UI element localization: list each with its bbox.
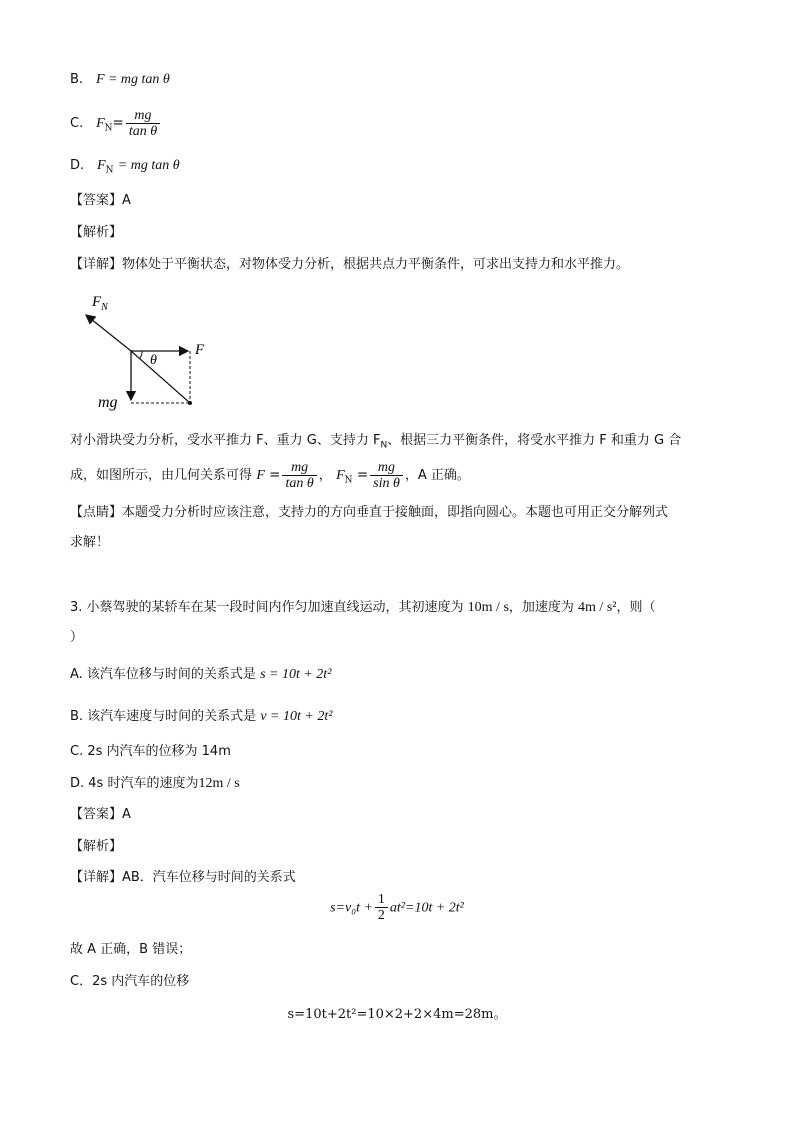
detail-2: 【详解】AB．汽车位移与时间的关系式 xyxy=(70,870,296,885)
para1-frac1-num: mg xyxy=(282,460,316,476)
q3-option-c: C. 2s 内汽车的位移为 14m xyxy=(70,744,231,759)
para1-eq: = xyxy=(269,467,281,483)
analysis-2: 【解析】 xyxy=(70,839,123,854)
q3-option-b-formula: v = 10t + 2t² xyxy=(260,709,333,724)
option-c xyxy=(70,108,162,139)
option-c-den: tan θ xyxy=(128,124,158,139)
mg-label: mg xyxy=(98,394,118,411)
fn-label-sub: N xyxy=(101,302,108,313)
q3-option-b xyxy=(70,708,332,726)
theta-label: θ xyxy=(150,353,157,368)
option-d-sub: N xyxy=(105,165,114,176)
equation-1-fraction xyxy=(375,892,388,923)
option-c-lhs: F xyxy=(96,116,105,131)
fn-label xyxy=(91,294,109,313)
q3-v0: 10m / s xyxy=(467,600,509,615)
tip-1-line2: 求解！ xyxy=(70,535,110,550)
fn-label-main: F xyxy=(92,294,102,310)
option-b-label: B. xyxy=(70,72,84,87)
para1-line2-b: ，A 正确。 xyxy=(404,468,470,483)
option-c-eq: = xyxy=(112,115,124,131)
vertex-dot xyxy=(188,401,192,405)
q3-line1 xyxy=(70,599,656,617)
para1-frac2-num: mg xyxy=(370,460,403,476)
q3-option-a-text: A. 该汽车位移与时间的关系式是 xyxy=(70,667,256,682)
para1-frac1-den: tan θ xyxy=(285,476,314,491)
q3-a: 4m / s² xyxy=(578,600,617,615)
equation-1 xyxy=(0,892,794,923)
answer-1: 【答案】A xyxy=(70,193,131,208)
option-c-num: mg xyxy=(126,108,160,124)
force-diagram xyxy=(80,286,240,416)
para1-comma: ， xyxy=(318,468,332,483)
para1-frac2-den: sin θ xyxy=(373,476,400,491)
part-c: C．2s 内汽车的位移 xyxy=(70,974,190,989)
para1-sub-n: N xyxy=(380,440,388,451)
resultant-line xyxy=(131,351,190,403)
para1-f: F xyxy=(256,468,265,483)
f-label: F xyxy=(195,342,205,358)
para1-line2-a: 成，如图所示，由几何关系可得 xyxy=(70,468,253,483)
para1-frac1 xyxy=(282,460,316,491)
option-d-rhs: = mg tan θ xyxy=(117,158,180,173)
answer-2: 【答案】A xyxy=(70,807,131,822)
option-d xyxy=(70,156,180,180)
equation-1-num: 1 xyxy=(375,892,388,908)
option-c-label: C. xyxy=(70,116,84,131)
conclusion: 故 A 正确，B 错误； xyxy=(70,942,192,957)
option-c-sub: N xyxy=(104,123,113,134)
detail-1: 【详解】物体处于平衡状态，对物体受力分析，根据共点力平衡条件，可求出支持力和水平推力。 xyxy=(70,257,630,272)
option-b-formula: F = mg tan θ xyxy=(95,72,170,87)
analysis-1: 【解析】 xyxy=(70,225,123,240)
q3-line1-a: 3. 小蔡驾驶的某轿车在某一段时间内作匀加速直线运动，其初速度为 xyxy=(70,600,468,615)
q3-option-b-text: B. 该汽车速度与时间的关系式是 xyxy=(70,709,257,724)
equation-1-rhs: at²=10t + 2t² xyxy=(389,900,464,916)
option-d-lhs: F xyxy=(97,158,106,173)
equation-2: s=10t+2t²=10×2+2×4m=28m。 xyxy=(287,1007,507,1022)
equation-1-den: 2 xyxy=(377,908,385,923)
angle-arc xyxy=(140,351,142,358)
normal-force-arrow xyxy=(86,315,131,351)
para1-text-b: 、根据三力平衡条件，将受水平推力 F 和重力 G 合 xyxy=(387,433,682,448)
q3-option-a-formula: s = 10t + 2t² xyxy=(260,667,332,682)
para1-line1 xyxy=(70,432,681,455)
q3-option-a xyxy=(70,666,331,684)
q3-option-d-value: 12m / s xyxy=(198,776,240,791)
equation-1-lhs: s=v₀t + xyxy=(330,900,373,916)
q3-option-d xyxy=(70,775,240,793)
option-b xyxy=(70,70,170,89)
q3-line1-b: ，加速度为 xyxy=(508,600,579,615)
q3-line1-c: ，则（ xyxy=(616,600,656,615)
option-c-fraction xyxy=(126,108,160,139)
q3-line2: ） xyxy=(70,630,84,645)
para1-fn-sub: N xyxy=(344,475,353,486)
tip-1-line1: 【点睛】本题受力分析时应该注意，支持力的方向垂直于接触面，即指向圆心。本题也可用正交分解列式 xyxy=(70,505,669,520)
para1-frac2 xyxy=(370,460,403,491)
para1-text-a: 对小滑块受力分析，受水平推力 F、重力 G、支持力 F xyxy=(70,433,381,448)
para1-fn: F xyxy=(336,468,345,483)
q3-option-d-text: D. 4s 时汽车的速度为 xyxy=(70,776,199,791)
para1-eq-2: = xyxy=(356,467,369,483)
para1-line2 xyxy=(70,460,470,491)
option-d-label: D. xyxy=(70,158,85,173)
